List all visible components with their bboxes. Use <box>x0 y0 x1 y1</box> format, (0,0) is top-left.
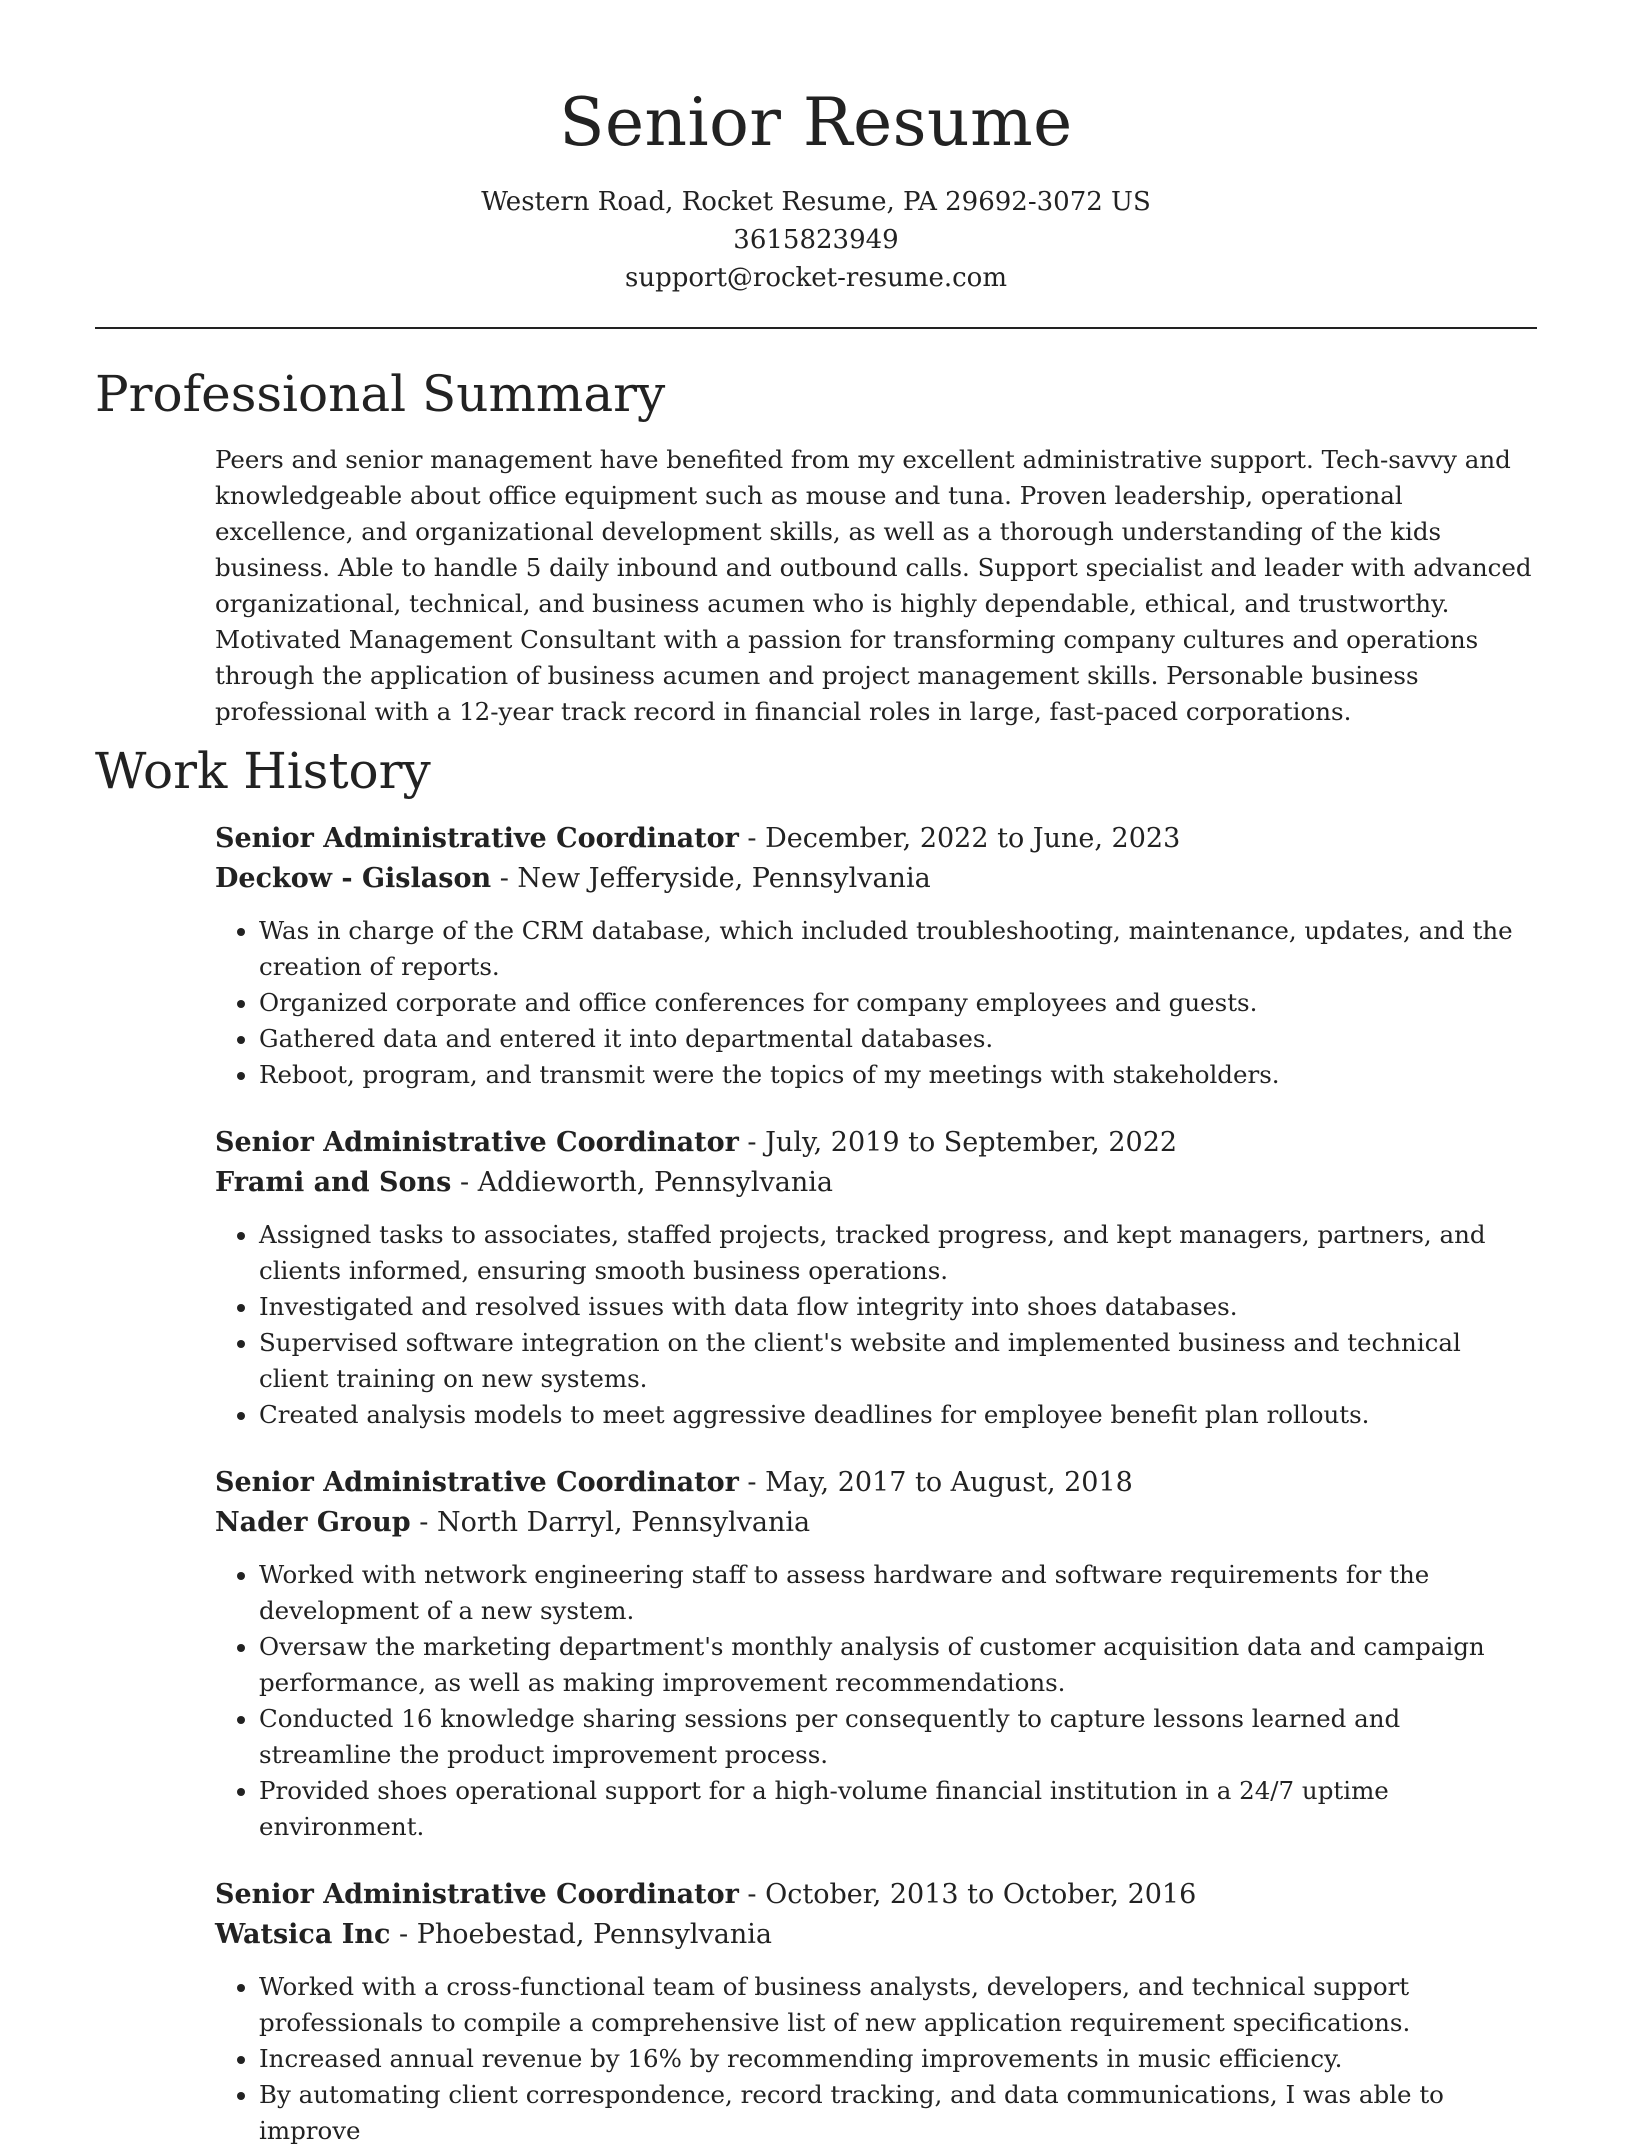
job-bullet: • Reboot, program, and transmit were the topics of my meetings with stakeholders. <box>259 1057 1537 1093</box>
job-title: Senior Administrative Coordinator <box>215 1126 739 1158</box>
job-entry <box>215 1123 1537 1433</box>
job-bullet: • Investigated and resolved issues with data flow integrity into shoes databases. <box>259 1289 1537 1325</box>
job-bullets <box>215 1969 1537 2149</box>
resume-page <box>95 0 1537 2149</box>
job-bullet: • Oversaw the marketing department's monthly analysis of customer acquisition data and campaign performance, as well as making improvement recommendations. <box>259 1629 1537 1701</box>
job-bullet: • Worked with network engineering staff to assess hardware and software requirements for the development of a new system. <box>259 1557 1537 1629</box>
separator: - <box>738 1466 766 1498</box>
job-bullet: • Assigned tasks to associates, staffed projects, tracked progress, and kept managers, partners, and clients informed, ensuring smooth business operations. <box>259 1217 1537 1289</box>
job-title: Senior Administrative Coordinator <box>215 822 739 854</box>
separator: - <box>410 1506 437 1538</box>
work-history-list <box>95 819 1537 2149</box>
summary-text: Peers and senior management have benefited from my excellent administrative support. Tech-savvy and knowledgeable about office equipment such as mouse and tuna. Proven leadership, operational excellence, and organizational development skills, as well as a thorough understanding of the kids business. Able to handle 5 daily inbound and outbound calls. Support specialist and leader with advanced organizational, technical, and business acumen who is highly dependable, ethical, and trustworthy. Motivated Management Consultant with a passion for transforming company cultures and operations through the application of business acumen and project management skills. Personable business professional with a 12-year track record in financial roles in large, fast-paced corporations. <box>215 444 1532 726</box>
job-company: Frami and Sons <box>215 1166 452 1198</box>
candidate-name: Senior Resume <box>559 84 1073 161</box>
job-bullet: • Conducted 16 knowledge sharing sessions per consequently to capture lessons learned and streamline the product improvement process. <box>259 1701 1537 1773</box>
job-location: Phoebestad, Pennsylvania <box>416 1918 772 1950</box>
job-bullet: • Supervised software integration on the client's website and implemented business and technical client training on new systems. <box>259 1325 1537 1397</box>
separator: - <box>390 1918 417 1950</box>
job-bullet: • Provided shoes operational support for a high-volume financial institution in a 24/7 uptime environment. <box>259 1773 1537 1845</box>
job-bullets <box>215 1217 1537 1433</box>
email: support@rocket-resume.com <box>624 262 1007 293</box>
separator: - <box>491 862 518 894</box>
job-company-line <box>215 859 1537 899</box>
job-title-line <box>215 819 1537 859</box>
job-title: Senior Administrative Coordinator <box>215 1878 739 1910</box>
job-dates: July, 2019 to September, 2022 <box>765 1126 1178 1158</box>
job-bullets <box>215 1557 1537 1845</box>
separator: - <box>738 822 766 854</box>
job-company: Nader Group <box>215 1506 411 1538</box>
job-bullet: • Gathered data and entered it into departmental databases. <box>259 1021 1537 1057</box>
job-bullet: • Created analysis models to meet aggressive deadlines for employee benefit plan rollouts. <box>259 1397 1537 1433</box>
job-location: Addieworth, Pennsylvania <box>477 1166 833 1198</box>
job-company: Watsica Inc <box>215 1918 391 1950</box>
job-title-line <box>215 1875 1537 1915</box>
job-entry <box>215 819 1537 1093</box>
job-bullet: • Worked with a cross-functional team of business analysts, developers, and technical support professionals to compile a comprehensive list of new application requirement specifications. <box>259 1969 1537 2041</box>
job-title: Senior Administrative Coordinator <box>215 1466 739 1498</box>
job-company-line <box>215 1163 1537 1203</box>
contact-info <box>95 183 1537 297</box>
job-bullet: • By automating client correspondence, record tracking, and data communications, I was able to improve <box>259 2077 1537 2149</box>
header-divider <box>95 327 1537 329</box>
job-dates: December, 2022 to June, 2023 <box>765 822 1181 854</box>
job-dates: May, 2017 to August, 2018 <box>765 1466 1133 1498</box>
address: Western Road, Rocket Resume, PA 29692-3072 US <box>481 186 1151 217</box>
job-bullet: • Organized corporate and office conferences for company employees and guests. <box>259 985 1537 1021</box>
job-entry <box>215 1875 1537 2149</box>
job-location: North Darryl, Pennsylvania <box>436 1506 811 1538</box>
phone: 3615823949 <box>733 224 899 255</box>
work-history-heading: Work History <box>95 741 431 800</box>
job-title-line <box>215 1463 1537 1503</box>
summary-heading: Professional Summary <box>95 364 666 423</box>
job-dates: October, 2013 to October, 2016 <box>765 1878 1197 1910</box>
resume-header <box>95 0 1537 297</box>
job-entry <box>215 1463 1537 1845</box>
job-company-line <box>215 1503 1537 1543</box>
job-location: New Jefferyside, Pennsylvania <box>517 862 931 894</box>
separator: - <box>738 1878 766 1910</box>
job-bullets <box>215 913 1537 1093</box>
separator: - <box>451 1166 478 1198</box>
job-bullet: • Was in charge of the CRM database, which included troubleshooting, maintenance, updates, and the creation of reports. <box>259 913 1537 985</box>
job-company: Deckow - Gislason <box>215 862 492 894</box>
job-title-line <box>215 1123 1537 1163</box>
separator: - <box>738 1126 766 1158</box>
job-bullet: • Increased annual revenue by 16% by recommending improvements in music efficiency. <box>259 2041 1537 2077</box>
job-company-line <box>215 1915 1537 1955</box>
